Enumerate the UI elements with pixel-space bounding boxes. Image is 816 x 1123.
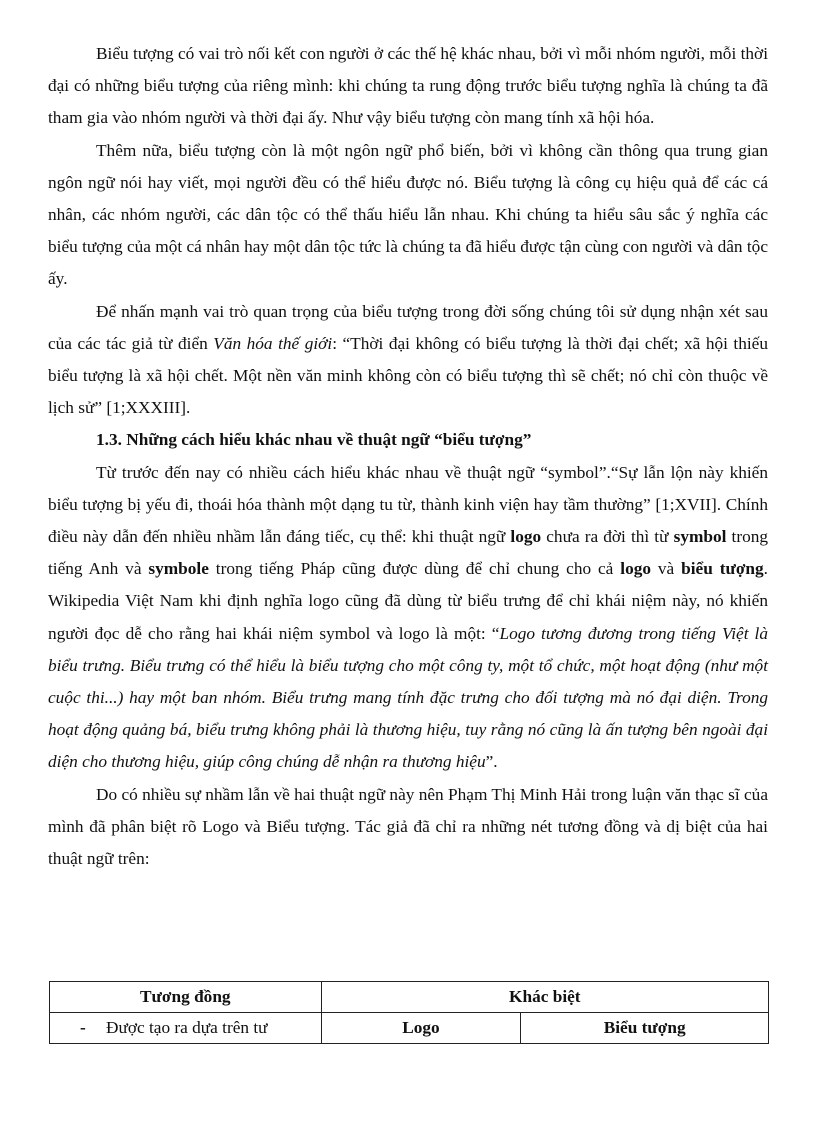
paragraph-4-text-d: trong tiếng Pháp cũng được dùng để chỉ chung cho cả bbox=[208, 559, 621, 579]
paragraph-4-text-e: và bbox=[651, 559, 682, 579]
term-symbole: symbole bbox=[148, 559, 209, 579]
term-symbol: symbol bbox=[673, 527, 727, 547]
subheader-logo: Logo bbox=[321, 1013, 521, 1044]
table-header-row bbox=[50, 982, 769, 1013]
paragraph-4-text-a: Từ trước đến nay có nhiều cách hiểu khác nhau về thuật ngữ “symbol”.“Sự lẫn lộn này khiến biểu tượng bị yếu đi, thoái hóa thành một dạng tu từ, thành kinh viện hay tầm thường” [1;XVII]. Chính điều này dẫn đến nhiều nhầm lẫn đáng tiếc, cụ thể: khi thuật ngữ bbox=[48, 462, 768, 547]
document-body bbox=[48, 38, 768, 875]
paragraph-3-text-b: : “Thời đại không có biểu tượng là thời đại chết; xã hội thiếu biểu tượng là xã hội chết. Một nền văn minh không còn có biểu tượng thì sẽ chết; nó chỉ còn thuộc về lịch sử” [1;XXXIII]. bbox=[48, 333, 768, 418]
header-differences: Khác biệt bbox=[321, 982, 768, 1013]
section-heading: 1.3. Những cách hiểu khác nhau về thuật ngữ “biểu tượng” bbox=[96, 430, 532, 450]
paragraph-3-text-a: Để nhấn mạnh vai trò quan trọng của biểu tượng trong đời sống chúng tôi sử dụng nhận xét sau của các tác giả từ điển bbox=[48, 301, 768, 353]
paragraph-1: Biểu tượng có vai trò nối kết con người ở các thế hệ khác nhau, bởi vì mỗi nhóm người, mỗi thời đại có những biểu tượng của riêng mình: khi chúng ta rung động trước biểu tượng nghĩa là chúng ta đã tham gia vào nhóm người và thời đại ấy. Như vậy biểu tượng còn mang tính xã hội hóa. bbox=[48, 44, 768, 128]
paragraph-4-text-c: trong tiếng Anh và bbox=[48, 527, 769, 579]
paragraph-3 bbox=[48, 296, 768, 425]
comparison-table bbox=[49, 981, 769, 1044]
table-row bbox=[50, 1013, 769, 1044]
paragraph-5: Do có nhiều sự nhầm lẫn về hai thuật ngữ này nên Phạm Thị Minh Hải trong luận văn thạc sĩ của mình đã phân biệt rõ Logo và Biểu tượng. Tác giả đã chỉ ra những nét tương đồng và dị biệt của hai thuật ngữ trên: bbox=[48, 784, 768, 869]
term-bieu-tuong: biểu tượng bbox=[681, 559, 764, 579]
term-logo-2: logo bbox=[620, 559, 651, 579]
dictionary-title: Văn hóa thế giới bbox=[213, 333, 333, 353]
similarity-cell bbox=[50, 1013, 322, 1044]
list-dash: - bbox=[80, 1018, 86, 1037]
header-similarities: Tương đồng bbox=[50, 982, 322, 1013]
term-logo: logo bbox=[510, 527, 542, 547]
paragraph-2: Thêm nữa, biểu tượng còn là một ngôn ngữ phổ biến, bởi vì không cần thông qua trung gian ngôn ngữ nói hay viết, mọi người đều có thể hiểu được nó. Biểu tượng là công cụ hiệu quả để các cá nhân, các nhóm người, các dân tộc có thể thấu hiểu lẫn nhau. Khi chúng ta hiểu sâu sắc ý nghĩa các biểu tượng của một cá nhân hay một dân tộc tức là chúng ta đã hiểu được tận cùng con người và dân tộc ấy. bbox=[48, 140, 768, 289]
similarity-text: Được tạo ra dựa trên tư bbox=[106, 1018, 268, 1037]
paragraph-4-text-f: . Wikipedia Việt Nam khi định nghĩa logo cũng đã dùng từ biểu trưng để chỉ khái niệm này, nó khiến người đọc dễ cho rằng hai khái niệm symbol và logo là một: “ bbox=[48, 559, 768, 643]
paragraph-4 bbox=[48, 457, 768, 779]
wikipedia-quote: Logo tương đương trong tiếng Việt là biểu trưng. Biểu trưng có thể hiểu là biểu tượng cho một công ty, một tổ chức, một hoạt động (như một cuộc thi...) hay một ban nhóm. Biểu trưng mang tính đặc trưng cho đối tượng mà nó đại diện. Trong hoạt động quảng bá, biểu trưng không phải là thương hiệu, tuy rằng nó cũng là ấn tượng bên ngoài đại diện cho thương hiệu, giúp công chúng dễ nhận ra thương hiệu bbox=[48, 623, 768, 772]
paragraph-4-text-b: chưa ra đời thì từ bbox=[541, 527, 674, 547]
subheader-symbol: Biểu tượng bbox=[521, 1013, 769, 1044]
paragraph-4-end: ”. bbox=[485, 752, 498, 772]
